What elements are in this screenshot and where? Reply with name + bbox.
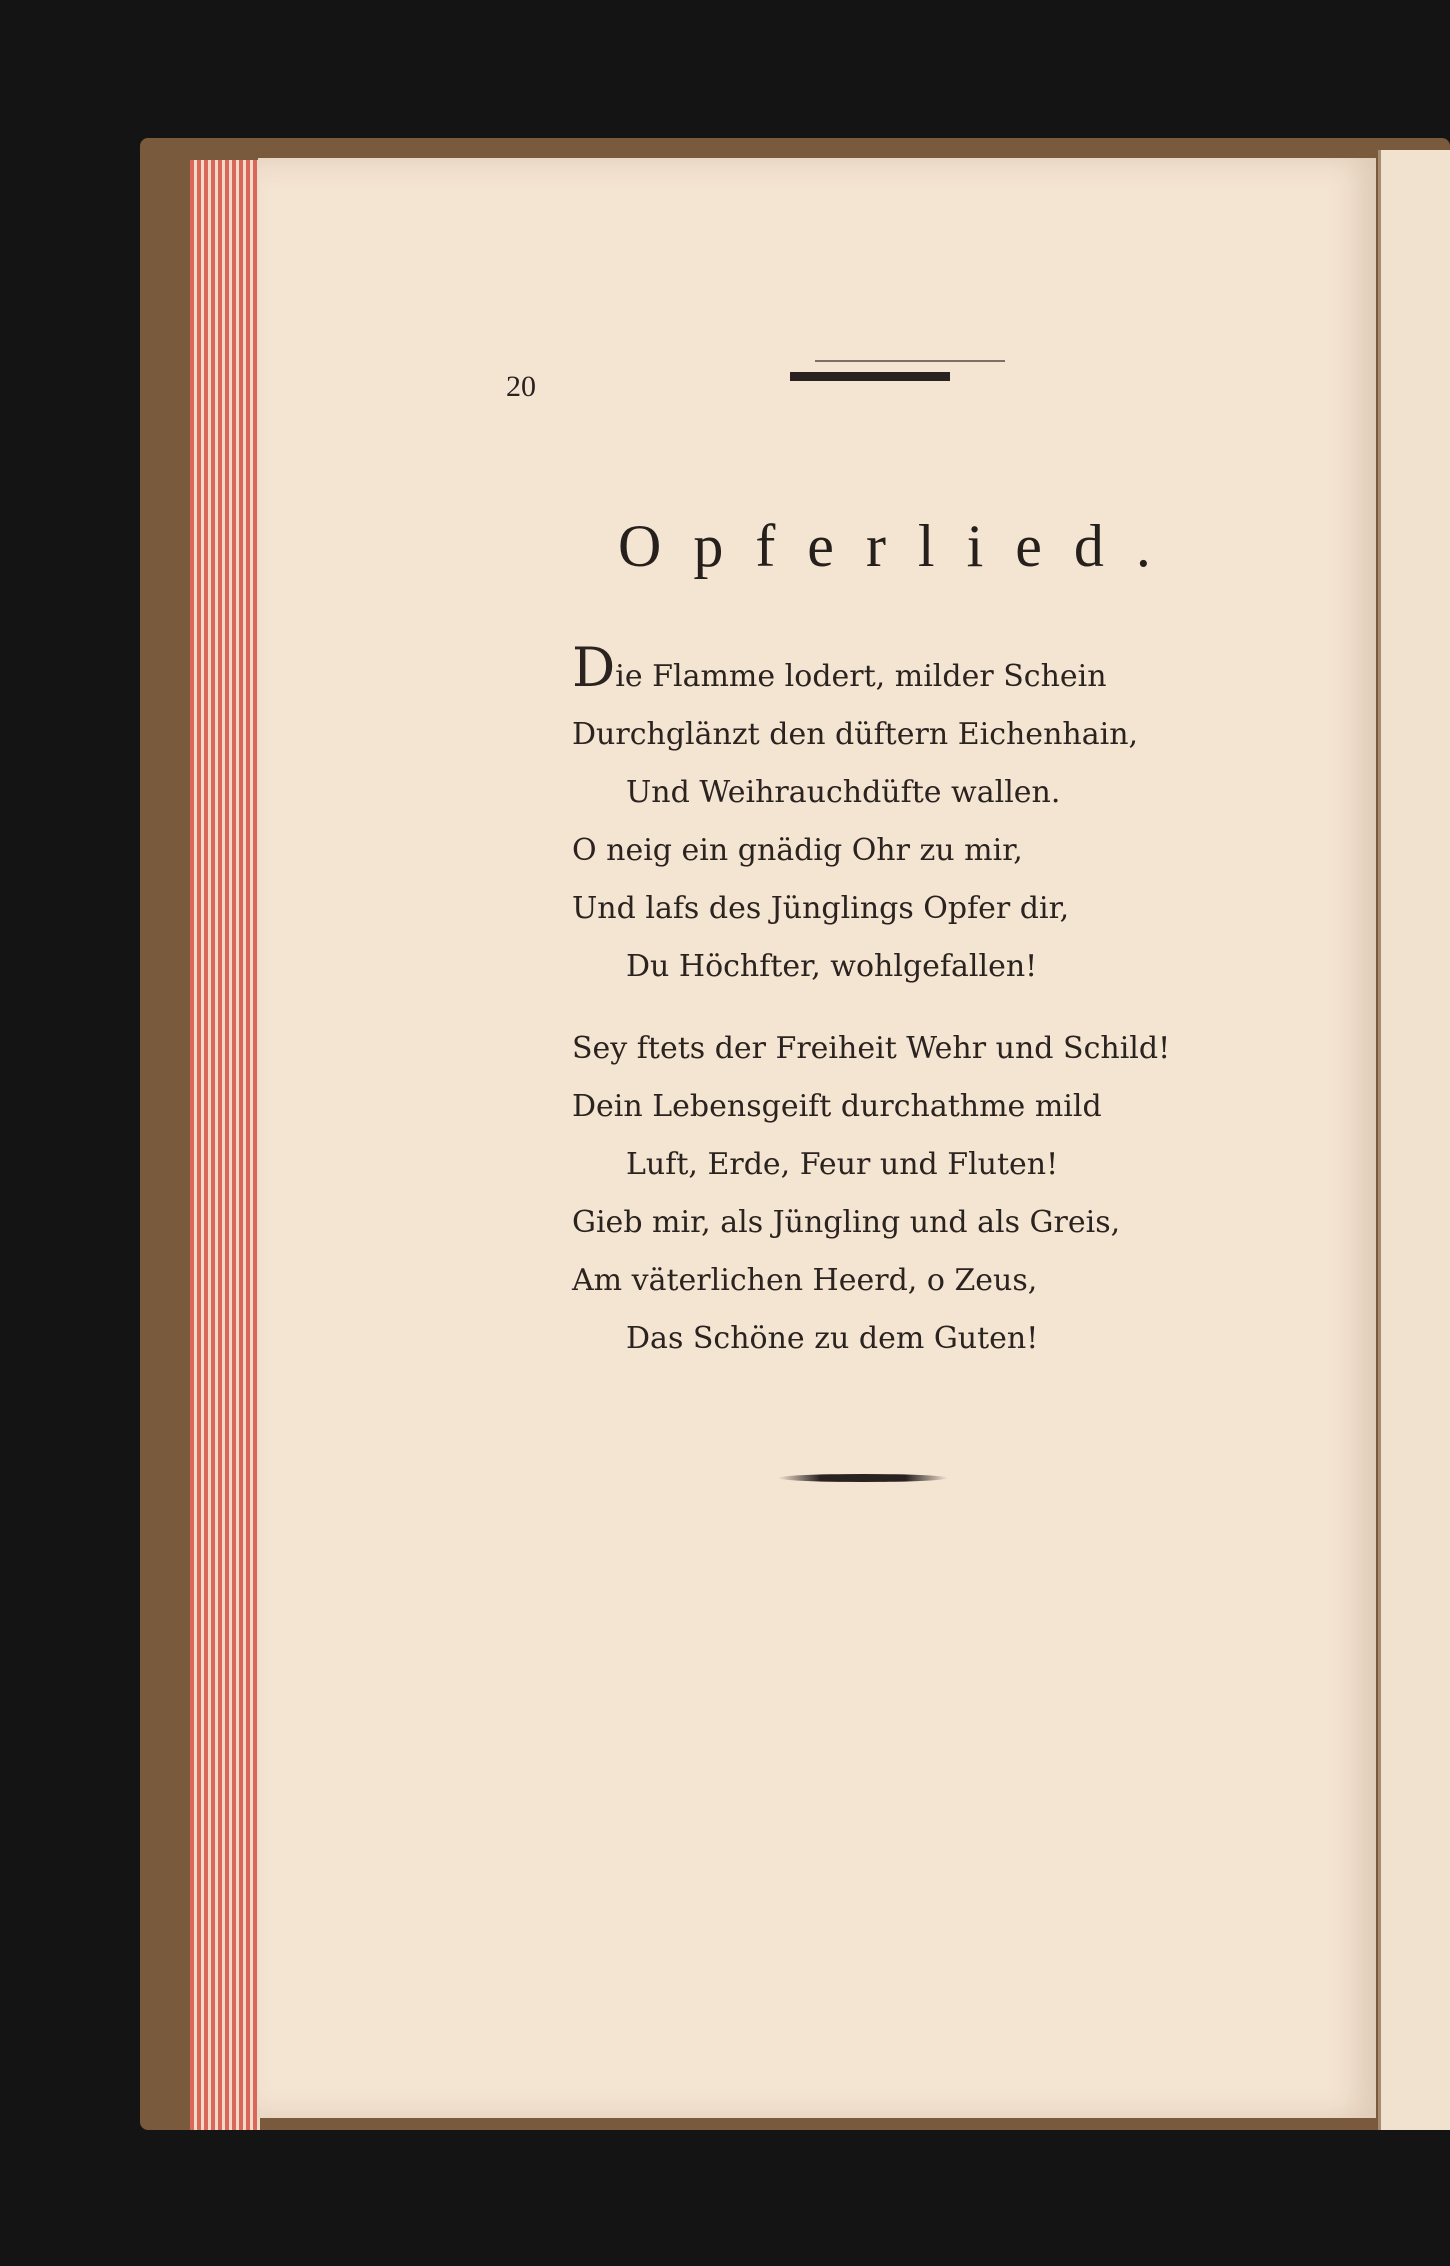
poem-line: Sey ftets der Freiheit Wehr und Schild! (572, 1031, 1171, 1066)
poem-line: Luft, Erde, Feur und Fluten! (626, 1147, 1059, 1182)
page-number: 20 (506, 370, 536, 403)
poem-body (572, 636, 1232, 1368)
facing-page-edge (1378, 150, 1450, 2130)
header-rule-thin (815, 360, 1005, 362)
header-rule (790, 372, 950, 381)
poem-line (572, 636, 1232, 706)
poem-line: Am väterlichen Heerd, o Zeus, (572, 1263, 1038, 1298)
poem-line: Gieb mir, als Jüngling und als Greis, (572, 1205, 1121, 1240)
poem-line: Und Weihrauchdüfte wallen. (626, 775, 1061, 810)
poem-line: Das Schöne zu dem Guten! (626, 1321, 1039, 1356)
end-ornament-rule (778, 1474, 948, 1482)
poem-line: Du Höchfter, wohlgefallen! (626, 949, 1038, 984)
poem-line: Dein Lebensgeift durchathme mild (572, 1089, 1102, 1124)
stanza-gap (572, 996, 1232, 1020)
poem-line: O neig ein gnädig Ohr zu mir, (572, 833, 1023, 868)
poem-line-text: ie Flamme lodert, milder Schein (615, 659, 1107, 694)
drop-cap: D (572, 636, 616, 699)
poem-title: Opferlied. (618, 513, 1183, 579)
poem-line: Durchglänzt den düftern Eichenhain, (572, 717, 1139, 752)
poem-line: Und lafs des Jünglings Opfer dir, (572, 891, 1070, 926)
page-edges (190, 160, 260, 2130)
